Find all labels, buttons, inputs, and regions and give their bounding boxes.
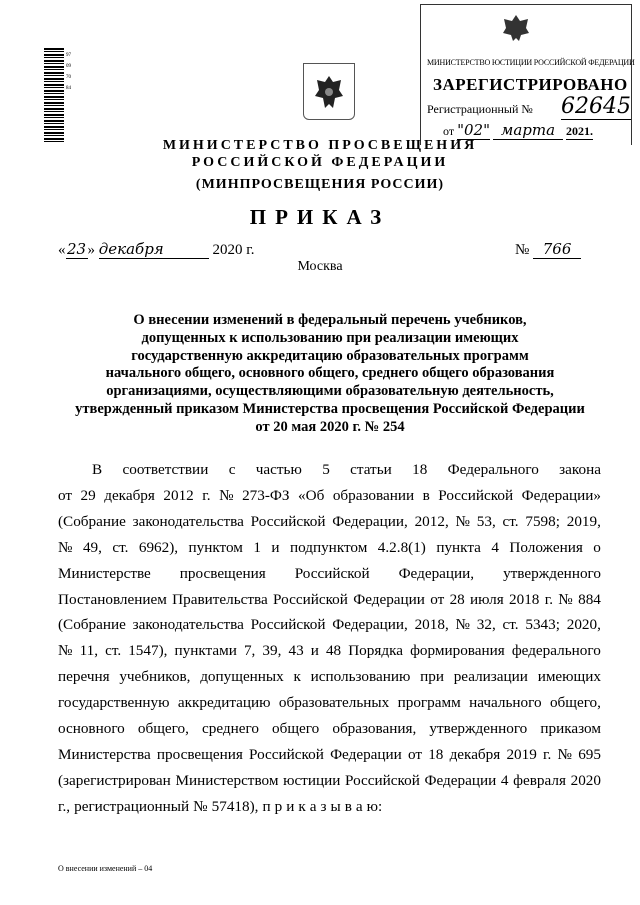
body-line: Постановлением Правительства Российской Федерации от 28 июля 2018 г. № 884 xyxy=(58,590,601,608)
order-number xyxy=(515,240,581,259)
coat-of-arms-emblem xyxy=(303,63,355,120)
body-line: № 49, ст. 6962), пунктом 1 и подпунктом 4.2.8(1) пункта 4 Положения о xyxy=(58,538,601,556)
body-line: В соответствии с частью 5 статьи 18 Федерального закона xyxy=(92,461,601,478)
body-line: Министерства просвещения Российской Федерации от 18 декабря 2019 г. № 695 xyxy=(58,745,601,763)
registration-stamp xyxy=(420,4,635,145)
barcode-digits: 97097084 xyxy=(66,53,71,91)
order-title xyxy=(60,312,600,437)
stamp-reg-number: 62645 xyxy=(561,94,631,119)
stamp-month: марта xyxy=(493,121,563,140)
date-open: « xyxy=(58,242,66,258)
title-line: О внесении изменений в федеральный перечень учебников, xyxy=(133,312,527,328)
footer-note: О внесении изменений – 04 xyxy=(58,864,153,873)
body-line: (зарегистрирован Министерством юстиции Российской Федерации 4 февраля 2020 xyxy=(58,771,601,789)
stamp-registered: ЗАРЕГИСТРИРОВАНО xyxy=(433,75,628,94)
stamp-ministry: МИНИСТЕРСТВО ЮСТИЦИИ РОССИЙСКОЙ ФЕДЕРАЦИИ xyxy=(427,58,635,67)
body-line: от 29 декабря 2012 г. № 273-ФЗ «Об образовании в Российской Федерации» xyxy=(58,486,601,504)
order-date xyxy=(58,240,254,259)
document-type: ПРИКАЗ xyxy=(249,205,391,229)
body-line: (Собрание законодательства Российской Федерации, 2012, № 53, ст. 7598; 2019, xyxy=(58,512,601,530)
order-number-value: 766 xyxy=(533,240,581,259)
ministry-name-line1: МИНИСТЕРСТВО ПРОСВЕЩЕНИЯ xyxy=(162,138,478,153)
order-year: 2020 г. xyxy=(212,242,255,258)
ministry-name-line2: РОССИЙСКОЙ ФЕДЕРАЦИИ xyxy=(191,155,449,170)
order-body xyxy=(58,457,601,820)
stamp-emblem-icon xyxy=(501,13,531,43)
barcode xyxy=(44,48,64,143)
body-line: № 11, ст. 1547), пунктами 7, 39, 43 и 48 Порядка формирования федерального xyxy=(58,642,601,660)
title-line: организациями, осуществляющими образовательную деятельность, xyxy=(106,383,554,400)
stamp-date-prefix: от xyxy=(443,124,455,138)
stamp-year: 2021. xyxy=(565,124,593,138)
body-line: (Собрание законодательства Российской Федерации, 2018, № 32, ст. 5343; 2020, xyxy=(58,616,601,634)
stamp-reg-label: Регистрационный № xyxy=(427,102,533,116)
body-line: государственную аккредитацию образовательных программ начального общего, xyxy=(58,694,601,712)
city: Москва xyxy=(297,259,343,274)
stamp-day: "02" xyxy=(457,121,490,139)
body-line: основного общего, среднего общего образования, утвержденного приказом xyxy=(58,720,601,738)
title-line: утвержденный приказом Министерства просвещения Российской Федерации xyxy=(75,400,585,417)
body-line: Министерстве просвещения Российской Федерации, утвержденного xyxy=(58,564,601,582)
title-line: от 20 мая 2020 г. № 254 xyxy=(255,418,405,435)
order-month: декабря xyxy=(99,240,209,259)
ministry-short-name: (МИНПРОСВЕЩЕНИЯ РОССИИ) xyxy=(195,177,445,192)
title-line: государственную аккредитацию образовательных программ xyxy=(131,347,529,364)
title-line: допущенных к использованию при реализации имеющих xyxy=(141,329,519,346)
order-day: 23 xyxy=(66,240,87,258)
order-number-label: № xyxy=(515,242,530,258)
date-close: » xyxy=(87,242,95,258)
body-line: перечня учебников, допущенных к использованию при реализации имеющих xyxy=(58,668,601,686)
title-line: начального общего, основного общего, среднего общего образования xyxy=(105,365,555,382)
body-line: г., регистрационный № 57418), п р и к а з ы в а ю: xyxy=(58,797,383,815)
